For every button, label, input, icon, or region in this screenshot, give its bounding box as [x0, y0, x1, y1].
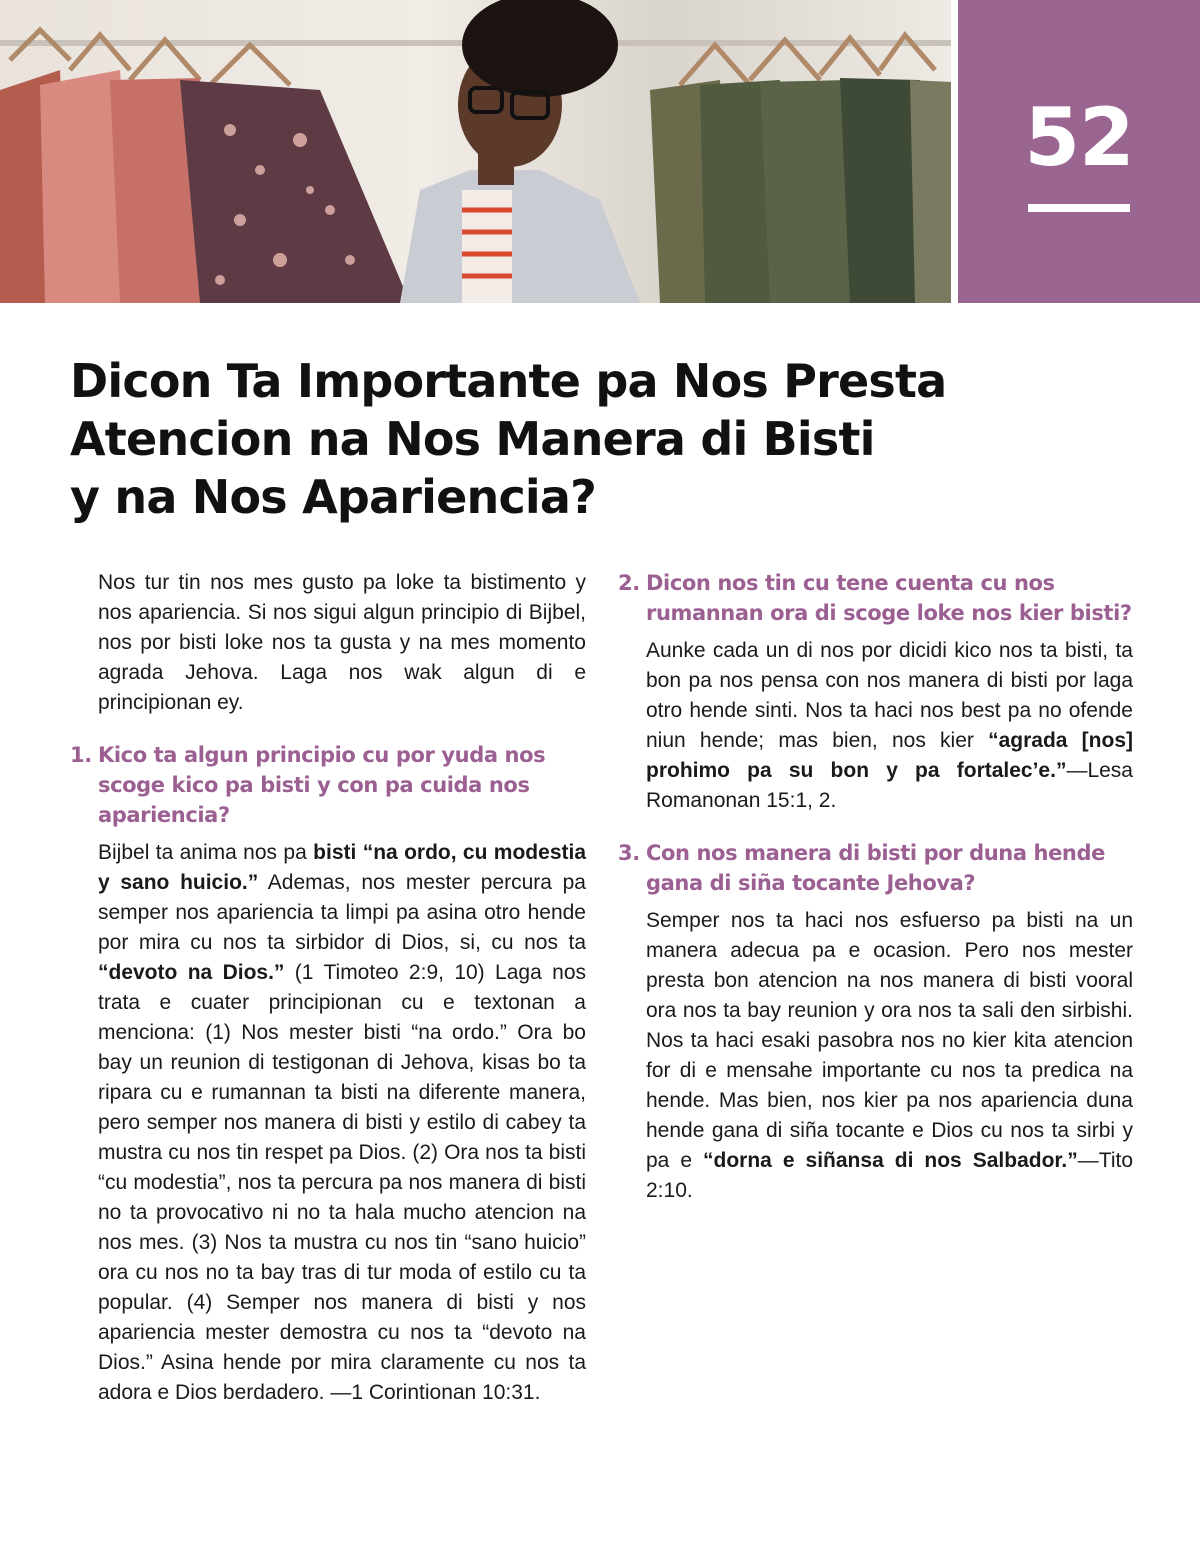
answer-1-paragraph — [70, 838, 586, 1408]
question-1-heading — [70, 740, 586, 830]
question-2-number: 2. — [618, 571, 640, 595]
lesson-number: 52 — [1024, 91, 1134, 184]
question-3-number: 3. — [618, 841, 640, 865]
question-3-text: Con nos manera di bisti por duna hende gana di siña tocante Jehova? — [646, 841, 1105, 895]
clothing-store-illustration — [0, 0, 951, 303]
lesson-number-box — [958, 0, 1200, 303]
question-3-heading — [618, 838, 1133, 898]
intro-paragraph: Nos tur tin nos mes gusto pa loke ta bistimento y nos apariencia. Si nos sigui algun principio di Bijbel, nos por bisti loke nos ta gusta y na mes momento agrada Jehova. Laga nos wak algun di e principionan ey. — [98, 571, 586, 714]
right-column — [618, 568, 1133, 1228]
title-line-1: Dicon Ta Importante pa Nos Presta — [70, 354, 947, 408]
answer-2-text-b: —Lesa Romanonan 15:1, 2. — [646, 759, 1133, 812]
title-line-2: Atencion na Nos Manera di Bisti — [70, 412, 875, 466]
left-column — [70, 568, 586, 1430]
lesson-number-rule — [1028, 204, 1130, 212]
answer-3-text-b: —Tito 2:10. — [646, 1149, 1133, 1202]
answer-3-quote: “dorna e siñansa di nos Salbador.” — [703, 1149, 1078, 1172]
answer-1-text-c: (1 Timoteo 2:9, 10) Laga nos trata e cuater principionan cu e textonan a menciona: (1) Nos mester bisti “na ordo.” Ora bo bay un reunion di testigonan di Jehova, kisas bo ta ripara cu e rumannan ta bisti na diferente manera, pero semper nos manera di bisti y estilo di cabey ta mustra cu nos tin respet pa Dios. (2) Ora nos ta bisti “cu modestia”, nos ta percura pa nos manera di bisti no ta provocativo ni no ta hala mucho atencion na nos mes. (3) Nos ta mustra cu nos tin “sano huicio” ora cu nos no ta bay tras di tur moda of estilo cu ta popular. (4) Semper nos manera di bisti y nos apariencia mester demostra cu nos ta “devoto na Dios.” Asina hende por mira claramente cu nos ta adora e Dios berdadero. —1 Corintionan 10:31. — [98, 961, 586, 1404]
question-2-text: Dicon nos tin cu tene cuenta cu nos rumannan ora di scoge loke nos kier bisti? — [646, 571, 1132, 625]
answer-3-text-a: Semper nos ta haci nos esfuerso pa bisti na un manera adecua pa e ocasion. Pero nos mester presta bon atencion na nos manera di bisti vooral ora nos ta bay reunion y ora nos ta sali den sirbishi. Nos ta haci esaki pasobra nos no kier kita atencion for di e mensahe importante cu nos ta predica na hende. Mas bien, nos kier pa nos apariencia duna hende gana di siña tocante e Dios cu nos ta sirbi y pa e — [646, 909, 1133, 1172]
question-1-text: Kico ta algun principio cu por yuda nos scoge kico pa bisti y con pa cuida nos apariencia? — [98, 743, 546, 827]
answer-2-quote: “agrada [nos] prohimo pa su bon y pa fortalec’e.” — [646, 729, 1133, 782]
answer-2-text-a: Aunke cada un di nos por dicidi kico nos ta bisti, ta bon pa nos pensa con nos manera di bisti por laga otro hende sinti. Nos ta haci nos best pa no ofende niun hende; mas bien, nos kier — [646, 639, 1133, 752]
answer-1-text-a: Bijbel ta anima nos pa — [98, 841, 314, 864]
answer-1-quote-a: bisti “na ordo, cu modestia y sano huicio.” — [98, 841, 587, 894]
question-1-number: 1. — [70, 743, 92, 767]
answer-1-quote-b: “devoto na Dios.” — [98, 961, 285, 984]
page-title — [70, 352, 970, 526]
hero-photo — [0, 0, 951, 303]
answer-3-paragraph — [618, 906, 1133, 1206]
title-line-3: y na Nos Apariencia? — [70, 470, 597, 524]
question-2-heading — [618, 568, 1133, 628]
answer-1-text-b: Ademas, nos mester percura pa semper nos apariencia ta limpi pa asina otro hende por mira cu nos ta sirbidor di Dios, si, cu nos ta — [98, 871, 586, 954]
answer-2-paragraph — [618, 636, 1133, 816]
